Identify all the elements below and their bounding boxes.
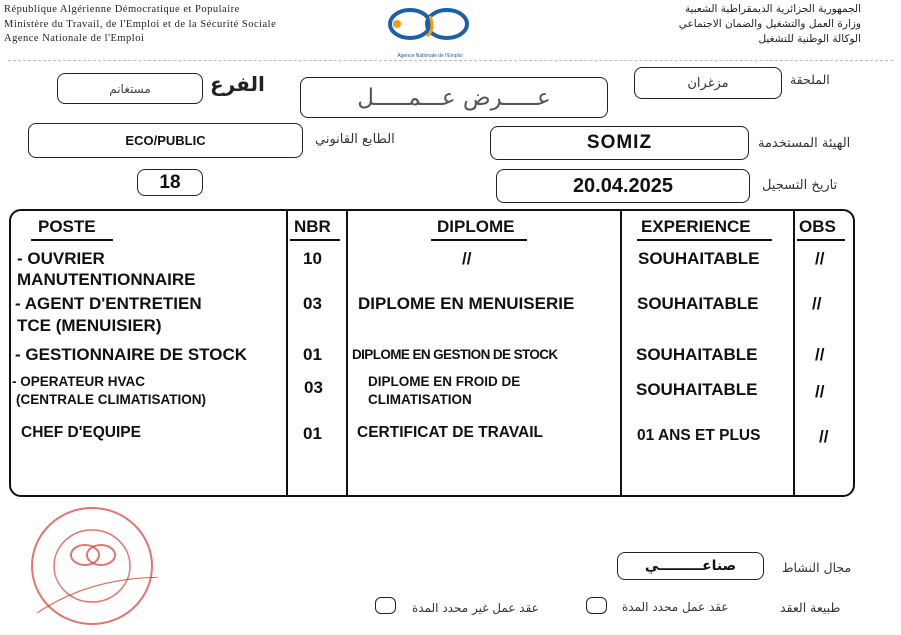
row1-poste-line2: MANUTENTIONNAIRE: [17, 270, 196, 289]
legal-status-value: ECO/PUBLIC: [28, 123, 303, 158]
row3-poste: - GESTIONNAIRE DE STOCK: [15, 345, 248, 364]
anem-logo-icon: [375, 4, 485, 48]
row3-experience: SOUHAITABLE: [636, 345, 758, 364]
header-fr-line3: Agence Nationale de l'Emploi: [4, 33, 145, 44]
row2-experience: SOUHAITABLE: [637, 294, 759, 313]
row3-diplome: DIPLOME EN GESTION DE STOCK: [352, 347, 558, 362]
row4-poste-line2: (CENTRALE CLIMATISATION): [16, 392, 206, 407]
header-underline: [637, 239, 772, 241]
header-ar-line2: وزارة العمل والتشغيل والضمان الاجتماعي: [678, 18, 861, 30]
anem-logo: [375, 4, 485, 59]
contract-label: طبيعة العقد: [780, 600, 841, 615]
official-stamp: [27, 503, 157, 630]
row1-diplome: //: [462, 249, 472, 268]
col-divider: [346, 211, 348, 496]
branch-label: الفرع: [210, 72, 265, 96]
row2-poste-line1: - AGENT D'ENTRETIEN: [15, 294, 202, 313]
row4-nbr: 03: [304, 378, 323, 397]
row2-nbr: 03: [303, 294, 322, 313]
row2-diplome: DIPLOME EN MENUISERIE: [358, 294, 575, 313]
annex-value: مزغران: [634, 67, 782, 99]
header-underline: [797, 239, 845, 241]
annex-label: الملحقة: [790, 72, 830, 87]
employer-label: الهيئة المستخدمة: [758, 136, 851, 151]
header-obs: OBS: [799, 217, 836, 236]
row4-experience: SOUHAITABLE: [636, 380, 758, 399]
logo-caption: Agence Nationale de l'Emploi: [397, 53, 463, 59]
row2-obs: //: [812, 294, 822, 313]
row4-poste-line1: - OPERATEUR HVAC: [12, 374, 146, 389]
row3-obs: //: [815, 345, 825, 364]
header-experience: EXPERIENCE: [641, 217, 751, 236]
row2-poste-line2: TCE (MENUISIER): [17, 316, 162, 335]
row5-poste: CHEF D'EQUIPE: [21, 424, 141, 441]
legal-status-label: الطابع القانوني: [315, 132, 395, 147]
registration-date-value: 20.04.2025: [496, 169, 750, 203]
col-divider: [793, 211, 795, 496]
header-fr-line2: Ministère du Travail, de l'Emploi et de la Sécurité Sociale: [4, 19, 277, 30]
header-nbr: NBR: [294, 217, 331, 236]
branch-value: مستغانم: [57, 73, 203, 104]
header-underline: [431, 239, 527, 241]
contract-indefinite-label: عقد عمل غير محدد المدة: [412, 601, 539, 615]
row5-nbr: 01: [303, 424, 322, 443]
row4-diplome-line2: CLIMATISATION: [368, 392, 472, 407]
row1-obs: //: [815, 249, 825, 268]
col-divider: [620, 211, 622, 496]
header-ar-line1: الجمهورية الجزائرية الديمقراطية الشعبية: [684, 3, 861, 15]
header-underline: [31, 239, 113, 241]
row5-experience: 01 ANS ET PLUS: [637, 427, 761, 444]
stamp-icon: [27, 503, 157, 630]
header-diplome: DIPLOME: [437, 217, 515, 236]
contract-fixed-label: عقد عمل محدد المدة: [622, 600, 729, 614]
contract-fixed-checkbox[interactable]: [586, 597, 607, 614]
document-title: عـــــرض عـــمـــــل: [300, 77, 608, 118]
offer-number: 18: [137, 169, 203, 196]
header-divider: [8, 60, 893, 61]
header-poste: POSTE: [38, 217, 96, 236]
contract-indefinite-checkbox[interactable]: [375, 597, 396, 614]
registration-date-label: تاريخ التسجيل: [762, 178, 838, 193]
row5-diplome: CERTIFICAT DE TRAVAIL: [357, 424, 543, 441]
header-fr-line1: République Algérienne Démocratique et Populaire: [4, 4, 240, 15]
activity-label: مجال النشاط: [782, 560, 852, 575]
header-ar-line3: الوكالة الوطنية للتشغيل: [758, 33, 861, 45]
row4-obs: //: [815, 382, 825, 401]
col-divider: [286, 211, 288, 496]
row5-obs: //: [819, 427, 829, 446]
header-underline: [290, 239, 340, 241]
row1-experience: SOUHAITABLE: [638, 249, 760, 268]
row3-nbr: 01: [303, 345, 322, 364]
row4-diplome-line1: DIPLOME EN FROID DE: [368, 374, 521, 389]
employer-value: SOMIZ: [490, 126, 749, 160]
row1-nbr: 10: [303, 249, 322, 268]
activity-value: صناعـــــــــي: [617, 552, 764, 580]
row1-poste-line1: - OUVRIER: [17, 249, 105, 268]
